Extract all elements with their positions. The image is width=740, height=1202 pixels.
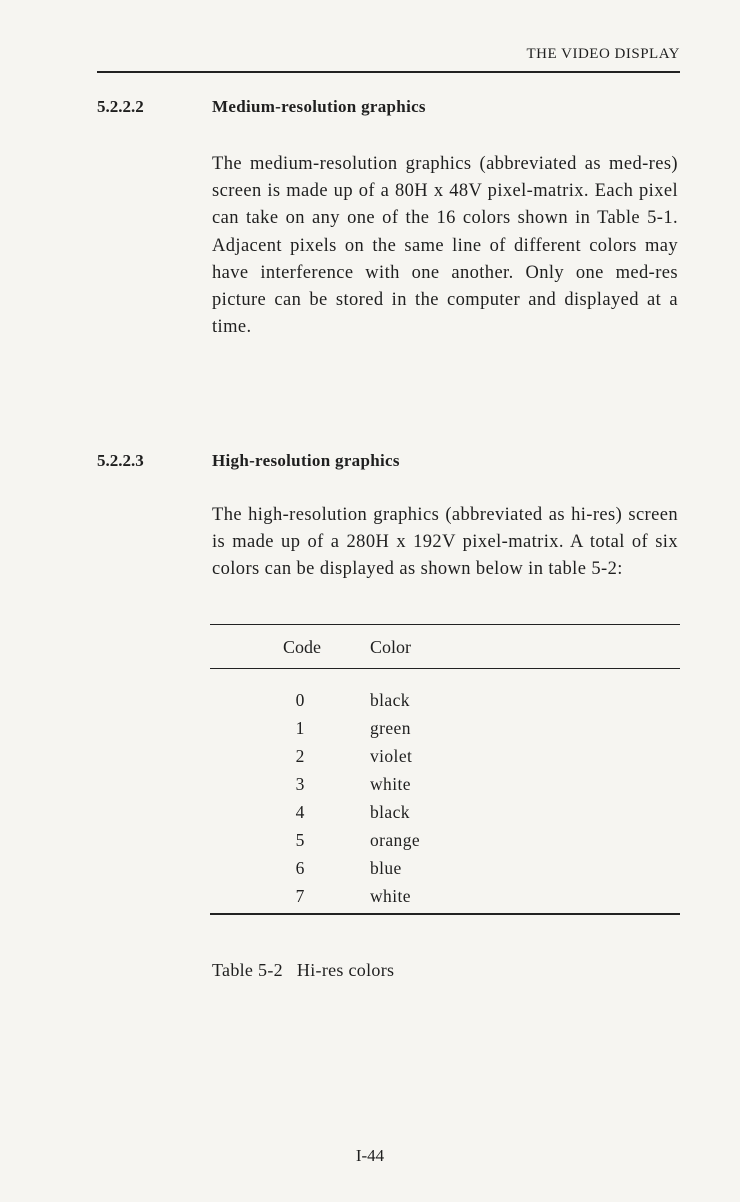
paragraph-line: another. Only one med-res picture can be	[212, 262, 678, 311]
table-cell-code: 1	[295, 718, 305, 738]
table-row	[210, 886, 680, 914]
paragraph-line: as med-res) screen is made up of a 80H x	[212, 154, 678, 202]
table-cell-code: 7	[295, 886, 305, 906]
table-row	[210, 802, 680, 830]
table-cell-color: white	[370, 886, 411, 906]
paragraph-line: displayed as shown below in table 5-2:	[319, 559, 623, 580]
section-number-hi-res: 5.2.2.3	[97, 451, 144, 470]
page-number: I-44	[355, 1146, 385, 1165]
running-head: THE VIDEO DISPLAY	[526, 46, 680, 62]
table-caption-text: Hi-res colors	[296, 960, 395, 980]
table-row	[210, 774, 680, 802]
paragraph-line: The high-resolution graphics (abbreviated as	[212, 505, 565, 525]
table-cell-color: black	[370, 690, 410, 710]
table-cell-color: orange	[370, 830, 421, 850]
header-rule	[97, 71, 680, 73]
table-cell-code: 6	[295, 858, 305, 878]
table-cell-code: 0	[295, 690, 305, 710]
section-number-med-res: 5.2.2.2	[97, 97, 144, 116]
table-row	[210, 690, 680, 718]
table-row	[210, 718, 680, 746]
paragraph-line: Adjacent pixels on the same line of different	[212, 235, 581, 256]
table-caption-label: Table 5-2	[212, 960, 283, 980]
table-cell-code: 3	[295, 774, 305, 794]
table-cell-color: green	[370, 718, 411, 738]
table-cell-code: 2	[295, 746, 305, 766]
table-row	[210, 858, 680, 886]
paragraph-line: 48V pixel-matrix. Each pixel can take on any	[212, 181, 678, 229]
table-cell-code: 4	[295, 802, 305, 822]
section-title-hi-res: High-resolution graphics	[212, 451, 400, 470]
paragraph-line: time.	[212, 317, 252, 338]
table-top-rule	[210, 624, 680, 625]
table-cell-color: blue	[370, 858, 402, 878]
table-header-color: Color	[370, 637, 412, 657]
table-cell-color: violet	[370, 746, 413, 766]
table-header-rule	[210, 668, 680, 669]
table-caption	[212, 960, 394, 981]
table-bottom-rule	[210, 913, 680, 915]
paragraph-line: hi-res) screen is made up of a 280H x 192V	[212, 505, 678, 553]
paragraph-line: one of the 16 colors shown in Table 5-1.	[347, 208, 679, 229]
table-row	[210, 746, 680, 774]
table-cell-code: 5	[295, 830, 305, 850]
paragraph-med-res	[212, 151, 678, 341]
paragraph-line: pixel-matrix. A total of six colors can be	[212, 532, 678, 580]
paragraph-line: colors may have interference with one	[212, 235, 679, 283]
paragraph-line: stored in the computer and displayed at a	[335, 290, 678, 311]
table-cell-color: black	[370, 802, 410, 822]
table-row	[210, 830, 680, 858]
paragraph-line: The medium-resolution graphics (abbreviated	[212, 154, 577, 174]
table-cell-color: white	[370, 774, 411, 794]
section-title-med-res: Medium-resolution graphics	[212, 97, 426, 116]
paragraph-hi-res	[212, 502, 678, 584]
table-header-code: Code	[283, 637, 321, 657]
